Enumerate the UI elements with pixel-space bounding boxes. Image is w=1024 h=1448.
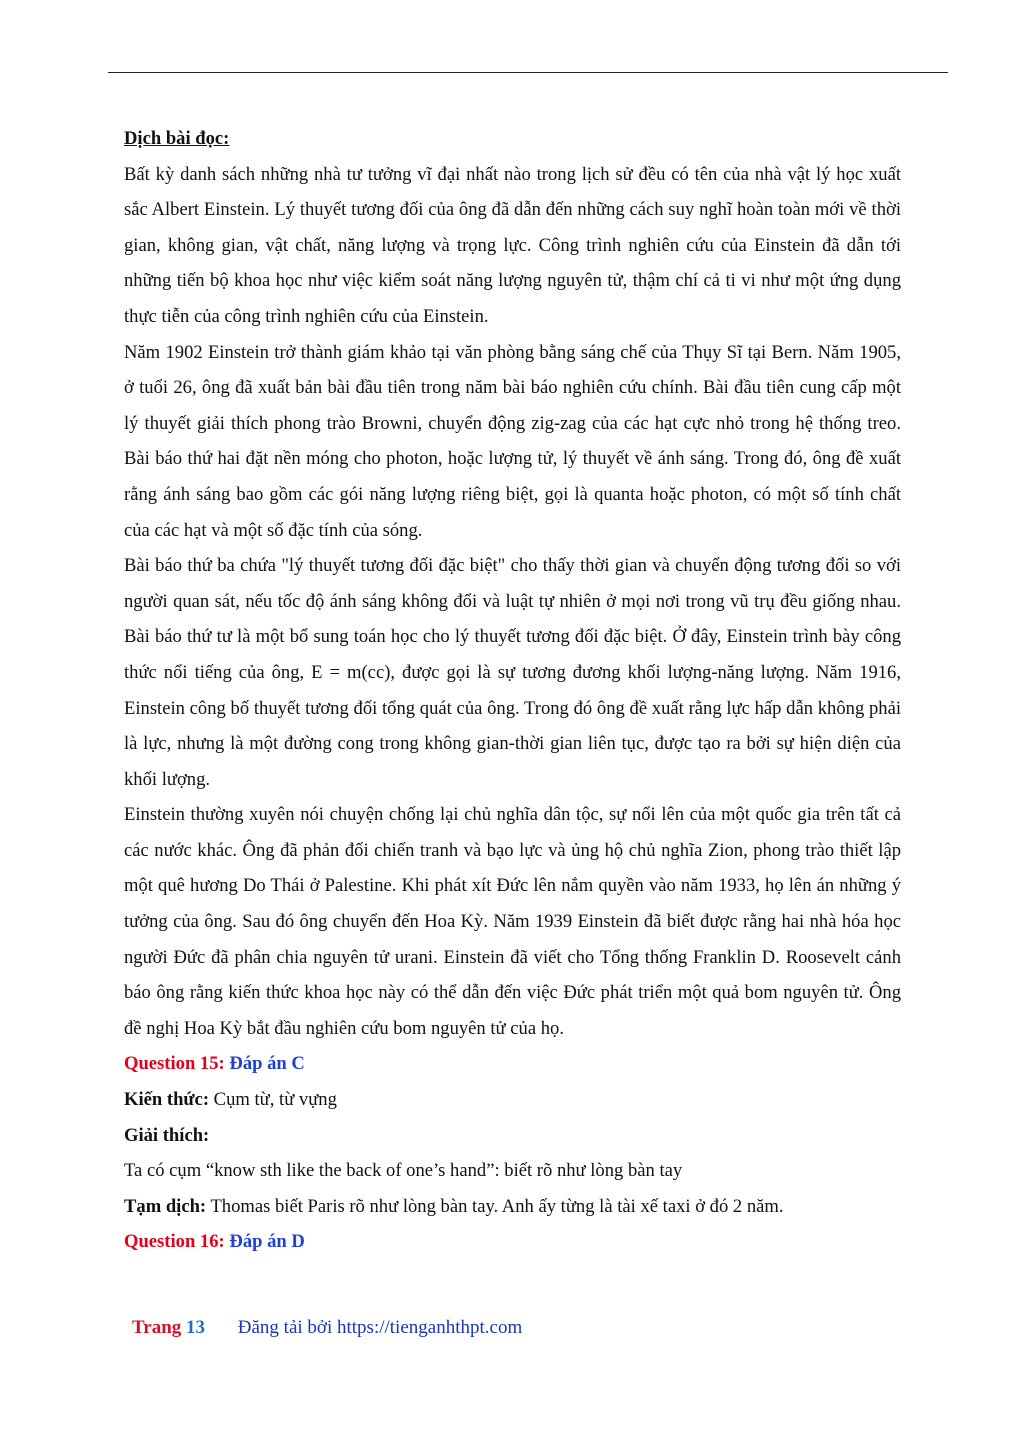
header-rule — [108, 72, 948, 73]
kienthuc-label: Kiến thức: — [124, 1089, 210, 1111]
question-15-header — [124, 1046, 901, 1082]
question-15-giaithich — [124, 1118, 901, 1154]
question-16-answer: Đáp án D — [229, 1231, 305, 1253]
tamdich-label: Tạm dịch: — [124, 1195, 207, 1217]
question-15-answer: Đáp án C — [229, 1053, 305, 1075]
giaithich-label: Giải thích: — [124, 1124, 210, 1146]
question-15-tamdich — [124, 1189, 901, 1225]
footer-page-number: 13 — [186, 1317, 206, 1338]
paragraph-2: Năm 1902 Einstein trở thành giám khảo tại văn phòng bằng sáng chế của Thụy Sĩ tại Bern. Năm 1905, ở tuổi 26, ông đã xuất bản bài đầu tiên trong năm bài báo nghiên cứu chính. Bài đầu tiên cung cấp một lý thuyết giải thích phong trào Browni, chuyển động zig-zag của các hạt cực nhỏ trong hệ thống treo. Bài báo thứ hai đặt nền móng cho photon, hoặc lượng tử, lý thuyết về ánh sáng. Trong đó, ông đề xuất rằng ánh sáng bao gồm các gói năng lượng riêng biệt, gọi là quanta hoặc photon, có một số tính chất của các hạt và một số đặc tính của sóng. — [124, 341, 901, 541]
section-heading: Dịch bài đọc: — [124, 128, 230, 149]
question-16-label: Question 16: — [124, 1231, 225, 1253]
paragraph-3: Bài báo thứ ba chứa "lý thuyết tương đối đặc biệt" cho thấy thời gian và chuyển động tương đối so với người quan sát, nếu tốc độ ánh sáng không đổi và luật tự nhiên ở mọi nơi trong vũ trụ đều giống nhau. Bài báo thứ tư là một bổ sung toán học cho lý thuyết tương đối đặc biệt. Ở đây, Einstein trình bày công thức nổi tiếng của ông, E = m(cc), được gọi là sự tương đương khối lượng-năng lượng. Năm 1916, Einstein công bố thuyết tương đối tổng quát của ông. Trong đó ông đề xuất rằng lực hấp dẫn không phải là lực, nhưng là một đường cong trong không gian-thời gian liên tục, được tạo ra bởi sự hiện diện của khối lượng. — [124, 555, 901, 790]
question-15-kienthuc — [124, 1082, 901, 1118]
kienthuc-text: Cụm từ, từ vựng — [213, 1089, 337, 1111]
question-16-header — [124, 1224, 901, 1260]
paragraph-1: Bất kỳ danh sách những nhà tư tưởng vĩ đại nhất nào trong lịch sử đều có tên của nhà vật lý học xuất sắc Albert Einstein. Lý thuyết tương đối của ông đã dẫn đến những cách suy nghĩ hoàn toàn mới về thời gian, không gian, vật chất, năng lượng và trọng lực. Công trình nghiên cứu của Einstein đã dẫn tới những tiến bộ khoa học như việc kiểm soát năng lượng nguyên tử, thậm chí cả ti vi như một ứng dụng thực tiễn của công trình nghiên cứu của Einstein. — [124, 163, 901, 327]
document-body — [124, 121, 901, 1260]
question-15-label: Question 15: — [124, 1053, 225, 1075]
page-footer — [132, 1314, 522, 1342]
question-15-explanation: Ta có cụm “know sth like the back of one’s hand”: biết rõ như lòng bàn tay — [124, 1160, 683, 1182]
paragraph-4: Einstein thường xuyên nói chuyện chống lại chủ nghĩa dân tộc, sự nổi lên của một quốc gia trên tất cả các nước khác. Ông đã phản đối chiến tranh và bạo lực và ủng hộ chủ nghĩa Zion, phong trào thiết lập một quê hương Do Thái ở Palestine. Khi phát xít Đức lên nắm quyền vào năm 1933, họ lên án những ý tưởng của ông. Sau đó ông chuyển đến Hoa Kỳ. Năm 1939 Einstein đã biết được rằng hai nhà hóa học người Đức đã phân chia nguyên tử urani. Einstein đã viết cho Tổng thống Franklin D. Roosevelt cảnh báo ông rằng kiến thức khoa học này có thể dẫn đến việc Đức phát triển một quả bom nguyên tử. Ông đề nghị Hoa Kỳ bắt đầu nghiên cứu bom nguyên tử của họ. — [124, 804, 901, 1039]
footer-upload-link[interactable]: Đăng tải bởi https://tienganhthpt.com — [237, 1317, 523, 1338]
footer-trang-label: Trang — [132, 1317, 182, 1338]
tamdich-text: Thomas biết Paris rõ như lòng bàn tay. Anh ấy từng là tài xế taxi ở đó 2 năm. — [210, 1195, 784, 1217]
